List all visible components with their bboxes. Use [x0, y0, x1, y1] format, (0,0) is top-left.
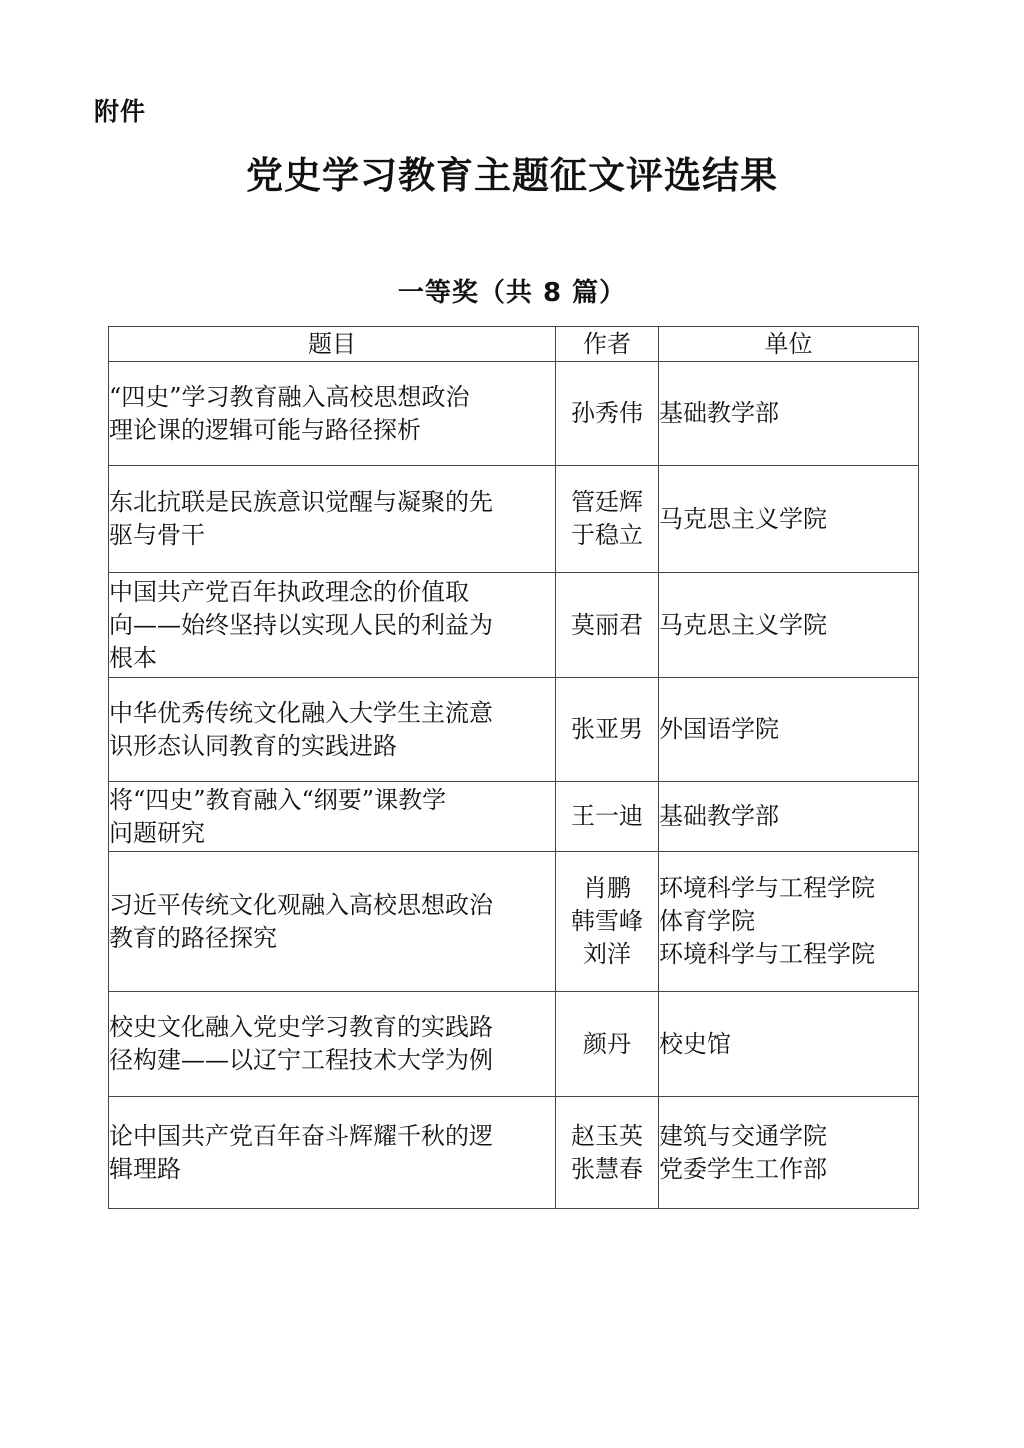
essay-title-line: 中国共产党百年执政理念的价值取: [109, 577, 469, 606]
essay-title-line: 径构建——以辽宁工程技术大学为例: [109, 1046, 493, 1074]
table-header-row: [109, 327, 919, 362]
author-name: 管廷辉: [571, 488, 643, 516]
author-name: 张亚男: [571, 715, 643, 743]
author-name: 刘洋: [583, 940, 631, 968]
author-cell: [556, 466, 659, 573]
document-title: 党史学习教育主题征文评选结果: [246, 154, 778, 197]
author-cell: [556, 992, 659, 1097]
unit-name: 外国语学院: [659, 715, 779, 743]
unit-cell: [659, 992, 919, 1097]
unit-name: 体育学院: [659, 907, 755, 935]
essay-title-line: 驱与骨干: [109, 521, 205, 549]
author-name: 张慧春: [571, 1154, 643, 1183]
unit-name: 基础教学部: [659, 399, 779, 427]
unit-cell: [659, 1097, 919, 1209]
table-row: [109, 362, 919, 466]
author-cell: [556, 852, 659, 992]
author-cell: [556, 362, 659, 466]
essay-title-cell: [109, 992, 556, 1097]
essay-title-line: 中华优秀传统文化融入大学生主流意: [109, 698, 493, 727]
unit-name: 马克思主义学院: [659, 504, 827, 533]
unit-cell: [659, 678, 919, 782]
author-name: 于稳立: [571, 521, 643, 549]
table-row: [109, 466, 919, 573]
essay-title-line: 将“四史”教育融入“纲要”课教学: [109, 785, 447, 814]
author-cell: [556, 573, 659, 678]
unit-cell: [659, 573, 919, 678]
unit-name: 环境科学与工程学院: [659, 940, 875, 968]
essay-title-line: “四史”学习教育融入高校思想政治: [109, 382, 470, 411]
essay-title-cell: [109, 1097, 556, 1209]
essay-title-line: 识形态认同教育的实践进路: [109, 731, 397, 760]
header-title: 题目: [109, 327, 556, 362]
header-unit: 单位: [659, 327, 919, 362]
table-row: [109, 782, 919, 852]
unit-name: 校史馆: [659, 1029, 731, 1058]
essay-title-line: 理论课的逻辑可能与路径探析: [109, 415, 421, 444]
author-name: 王一迪: [571, 802, 643, 830]
results-table: [108, 326, 919, 1209]
essay-title-line: 教育的路径探究: [109, 923, 277, 952]
author-cell: [556, 1097, 659, 1209]
essay-title-cell: [109, 852, 556, 992]
essay-title-cell: [109, 573, 556, 678]
table-row: [109, 992, 919, 1097]
table-row: [109, 852, 919, 992]
author-name: 肖鹏: [583, 874, 631, 902]
unit-name: 环境科学与工程学院: [659, 874, 875, 902]
unit-cell: [659, 852, 919, 992]
author-name: 莫丽君: [571, 610, 643, 639]
essay-title-cell: [109, 466, 556, 573]
author-name: 韩雪峰: [571, 907, 643, 935]
unit-name: 马克思主义学院: [659, 610, 827, 639]
essay-title-line: 向——始终坚持以实现人民的利益为: [109, 610, 493, 639]
essay-title-line: 根本: [109, 643, 157, 672]
essay-title-line: 校史文化融入党史学习教育的实践路: [109, 1013, 493, 1041]
author-cell: [556, 678, 659, 782]
unit-name: 党委学生工作部: [659, 1154, 827, 1183]
section-title: 一等奖（共 8 篇）: [397, 278, 627, 308]
table-row: [109, 573, 919, 678]
author-cell: [556, 782, 659, 852]
unit-cell: [659, 466, 919, 573]
essay-title-line: 论中国共产党百年奋斗辉耀千秋的逻: [109, 1121, 493, 1150]
essay-title-cell: [109, 782, 556, 852]
table-row: [109, 678, 919, 782]
unit-name: 建筑与交通学院: [659, 1121, 827, 1150]
author-name: 孙秀伟: [571, 399, 643, 427]
essay-title-line: 东北抗联是民族意识觉醒与凝聚的先: [109, 488, 493, 516]
author-name: 颜丹: [583, 1029, 631, 1058]
unit-cell: [659, 782, 919, 852]
attachment-label: 附件: [94, 97, 147, 126]
essay-title-cell: [109, 678, 556, 782]
table-row: [109, 1097, 919, 1209]
essay-title-cell: [109, 362, 556, 466]
essay-title-line: 辑理路: [109, 1154, 181, 1183]
header-author: 作者: [556, 327, 659, 362]
essay-title-line: 习近平传统文化观融入高校思想政治: [109, 890, 493, 919]
essay-title-line: 问题研究: [109, 818, 205, 847]
author-name: 赵玉英: [571, 1121, 643, 1150]
unit-name: 基础教学部: [659, 802, 779, 830]
unit-cell: [659, 362, 919, 466]
